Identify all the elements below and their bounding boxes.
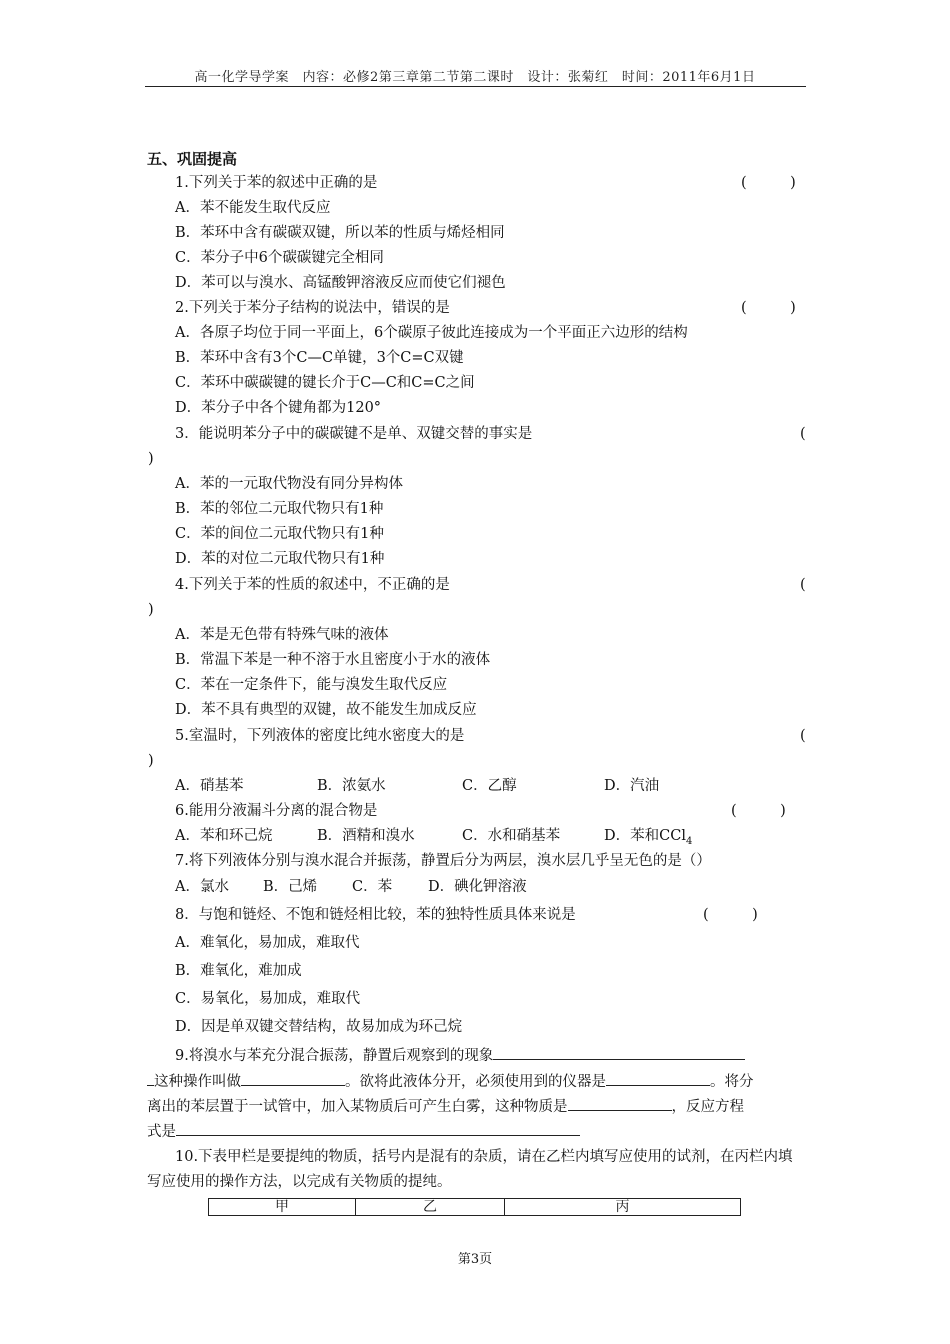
question-9-blank-phenomenon-cont[interactable]: [147, 1071, 154, 1086]
column-header-yi: 乙: [356, 1199, 505, 1216]
question-8-option-d: D．因是单双键交替结构，故易加成为环己烷: [175, 1019, 463, 1035]
question-5-bracket-close: ): [148, 753, 154, 769]
question-9-blank-substance[interactable]: [568, 1096, 672, 1111]
question-2-option-d: D．苯分子中各个键角都为120°: [175, 400, 382, 416]
question-7-option-d: D．碘化钾溶液: [428, 879, 527, 895]
question-4-option-c: C．苯在一定条件下，能与溴发生取代反应: [175, 677, 448, 693]
question-6-option-d-subscript: 4: [685, 835, 693, 847]
question-1-option-c: C．苯分子中6个碳碳键完全相同: [175, 250, 384, 266]
question-7-option-b: B．己烯: [263, 879, 318, 895]
header-divider: [145, 86, 806, 87]
question-4-bracket-open: (: [800, 577, 806, 593]
question-1-stem: 1.下列关于苯的叙述中正确的是: [175, 175, 378, 191]
question-1-option-a: A．苯不能发生取代反应: [175, 200, 331, 216]
section-title: 五、巩固提高: [147, 150, 238, 168]
question-8-option-b: B．难氧化，难加成: [175, 963, 302, 979]
question-6-option-b: B．酒精和溴水: [317, 828, 415, 844]
question-7-option-a: A．氯水: [175, 879, 229, 895]
question-9-blank-operation[interactable]: [241, 1071, 345, 1086]
question-2-option-a: A．各原子均位于同一平面上，6个碳原子彼此连接成为一个平面正六边形的结构: [175, 325, 688, 341]
question-5-stem: 5.室温时，下列液体的密度比纯水密度大的是: [175, 728, 465, 744]
question-6-option-d: D．苯和CCl$_4$: [604, 828, 693, 847]
question-6-option-a: A．苯和环己烷: [175, 828, 273, 844]
question-9-line-3: 离出的苯层置于一试管中，加入某物质后可产生白雾，这种物质是 ，反应方程: [147, 1096, 744, 1117]
question-9-blank-instrument[interactable]: [606, 1071, 710, 1086]
page-header: 高一化学导学案 内容：必修2第三章第二节第二课时 设计：张菊红 时间：2011年6月1日: [194, 70, 756, 85]
question-9-line-1: 9.将溴水与苯充分混合振荡，静置后观察到的现象: [175, 1045, 745, 1066]
question-9-blank-phenomenon[interactable]: [493, 1045, 745, 1060]
purification-table: [208, 1198, 741, 1216]
question-8-answer-bracket: ( ): [703, 907, 758, 923]
question-1-answer-bracket: ( ): [741, 175, 796, 191]
page-number: 第3页: [457, 1252, 493, 1267]
table-header-row: [209, 1199, 741, 1216]
question-2-stem: 2.下列关于苯分子结构的说法中，错误的是: [175, 300, 450, 316]
question-4-option-b: B．常温下苯是一种不溶于水且密度小于水的液体: [175, 652, 491, 668]
question-5-option-b: B．浓氨水: [317, 778, 386, 794]
question-9-blank-equation[interactable]: [176, 1121, 580, 1136]
question-8-stem: 8．与饱和链烃、不饱和链烃相比较，苯的独特性质具体来说是: [175, 907, 576, 923]
question-4-option-d: D．苯不具有典型的双键，故不能发生加成反应: [175, 702, 477, 718]
question-6-answer-bracket: ( ): [731, 803, 786, 819]
question-1-option-d: D．苯可以与溴水、高锰酸钾溶液反应而使它们褪色: [175, 275, 506, 291]
column-header-bing: 丙: [505, 1199, 741, 1216]
question-5-option-d: D．汽油: [604, 778, 660, 794]
question-3-stem: 3．能说明苯分子中的碳碳键不是单、双键交替的事实是: [175, 426, 533, 442]
question-9-line-4: 式是: [147, 1121, 580, 1142]
question-9-line-2: 这种操作叫做 。欲将此液体分开，必须使用到的仪器是 。将分: [147, 1071, 754, 1092]
question-2-option-b: B．苯环中含有3个C—C单键，3个C=C双键: [175, 350, 464, 366]
question-3-option-c: C．苯的间位二元取代物只有1种: [175, 526, 384, 542]
question-3-bracket-open: (: [800, 426, 806, 442]
question-2-answer-bracket: ( ): [741, 300, 796, 316]
question-10-text: 10.下表甲栏是要提纯的物质，括号内是混有的杂质，请在乙栏内填写应使用的试剂，在丙栏内填写应使用的操作方法，以完成有关物质的提纯。: [147, 1149, 793, 1190]
question-3-option-d: D．苯的对位二元取代物只有1种: [175, 551, 385, 567]
question-3-bracket-close: ): [148, 451, 154, 467]
question-6-option-c: C．水和硝基苯: [462, 828, 561, 844]
question-1-option-b: B．苯环中含有碳碳双键，所以苯的性质与烯烃相同: [175, 225, 505, 241]
question-3-option-a: A．苯的一元取代物没有同分异构体: [175, 476, 403, 492]
question-4-bracket-close: ): [148, 602, 154, 618]
question-5-bracket-open: (: [800, 728, 806, 744]
question-7-stem: 7.将下列液体分别与溴水混合并振荡，静置后分为两层，溴水层几乎呈无色的是（）: [175, 853, 711, 869]
question-5-option-c: C．乙醇: [462, 778, 517, 794]
column-header-jia: 甲: [209, 1199, 356, 1216]
question-6-stem: 6.能用分液漏斗分离的混合物是: [175, 803, 378, 819]
question-8-option-c: C．易氧化，易加成，难取代: [175, 991, 361, 1007]
question-3-option-b: B．苯的邻位二元取代物只有1种: [175, 501, 384, 517]
question-2-option-c: C．苯环中碳碳键的键长介于C—C和C=C之间: [175, 375, 475, 391]
question-7-option-c: C．苯: [352, 879, 393, 895]
question-5-option-a: A．硝基苯: [175, 778, 244, 794]
question-4-option-a: A．苯是无色带有特殊气味的液体: [175, 627, 389, 643]
question-4-stem: 4.下列关于苯的性质的叙述中，不正确的是: [175, 577, 450, 593]
question-8-option-a: A．难氧化，易加成，难取代: [175, 935, 360, 951]
